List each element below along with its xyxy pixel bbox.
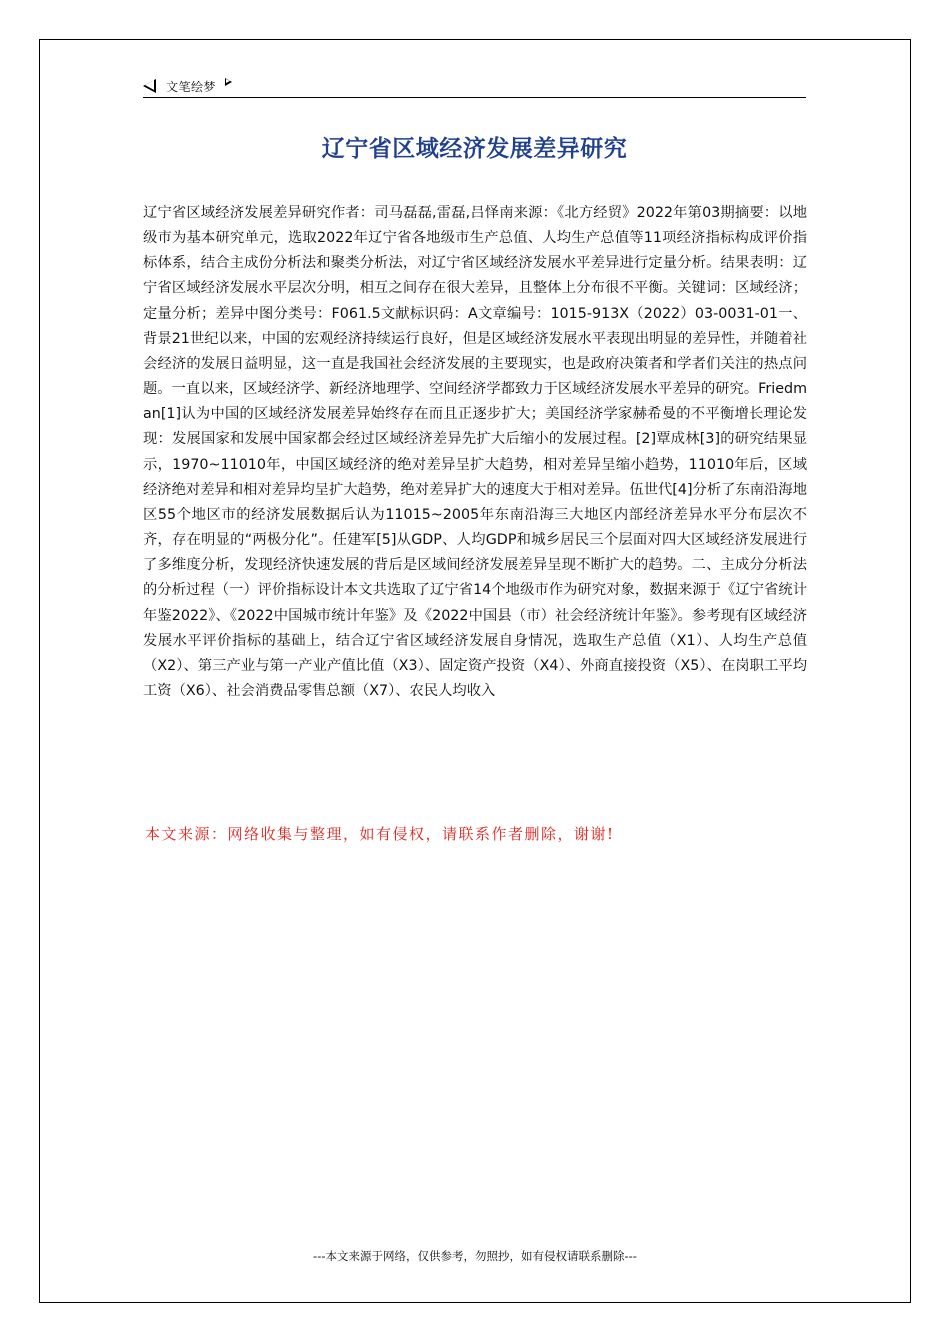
page-header [143,74,806,98]
triangle-right-icon [225,78,232,86]
document-body: 辽宁省区域经济发展差异研究作者：司马磊磊,雷磊,吕怿南来源：《北方经贸》2022年第03期摘要：以地级市为基本研究单元，选取2022年辽宁省各地级市生产总值、人均生产总值等11项经济指标构成评价指标体系，结合主成份分析法和聚类分析法，对辽宁省区域经济发展水平差异进行定量分析。结果表明：辽宁省区域经济发展水平层次分明，相互之间存在很大差异，且整体上分布很不平衡。关键词：区域经济；定量分析；差异中图分类号：F061.5文献标识码：A文章编号：1015-913X（2022）03-0031-01一、背景21世纪以来，中国的宏观经济持续运行良好，但是区域经济发展水平表现出明显的差异性，并随着社会经济的发展日益明显，这一直是我国社会经济发展的主要现实，也是政府决策者和学者们关注的热点问题。一直以来，区域经济学、新经济地理学、空间经济学都致力于区域经济发展水平差异的研究。Friedman[1]认为中国的区域经济发展差异始终存在而且正逐步扩大；美国经济学家赫希曼的不平衡增长理论发现：发展国家和发展中国家都会经过区域经济差异先扩大后缩小的发展过程。[2]覃成林[3]的研究结果显示，1970~11010年，中国区域经济的绝对差异呈扩大趋势，相对差异呈缩小趋势，11010年后，区域经济绝对差异和相对差异均呈扩大趋势，绝对差异扩大的速度大于相对差异。伍世代[4]分析了东南沿海地区55个地区市的经济发展数据后认为11015~2005年东南沿海三大地区内部经济差异水平分布层次不齐，存在明显的“两极分化”。任建军[5]从GDP、人均GDP和城乡居民三个层面对四大区域经济发展进行了多维度分析，发现经济快速发展的背后是区域间经济发展差异呈现不断扩大的趋势。二、主成分分析法的分析过程（一）评价指标设计本文共选取了辽宁省14个地级市作为研究对象，数据来源于《辽宁省统计年鉴2022》、《2022中国城市统计年鉴》及《2022中国县（市）社会经济统计年鉴》。参考现有区域经济发展水平评价指标的基础上，结合辽宁省区域经济发展自身情况，选取生产总值（X1）、人均生产总值（X2）、第三产业与第一产业产值比值（X3）、固定资产投资（X4）、外商直接投资（X5）、在岗职工平均工资（X6）、社会消费品零售总额（X7）、农民人均收入 [143,205,807,699]
triangle-left-icon [143,79,156,93]
document-title: 辽宁省区域经济发展差异研究 [321,136,628,162]
copyright-notice: 本文来源：网络收集与整理，如有侵权，请联系作者删除，谢谢! [145,825,615,843]
page-footer: ---本文来源于网络，仅供参考，勿照抄，如有侵权请联系删除--- [313,1249,637,1263]
header-brand: 文笔绘梦 [166,79,217,94]
